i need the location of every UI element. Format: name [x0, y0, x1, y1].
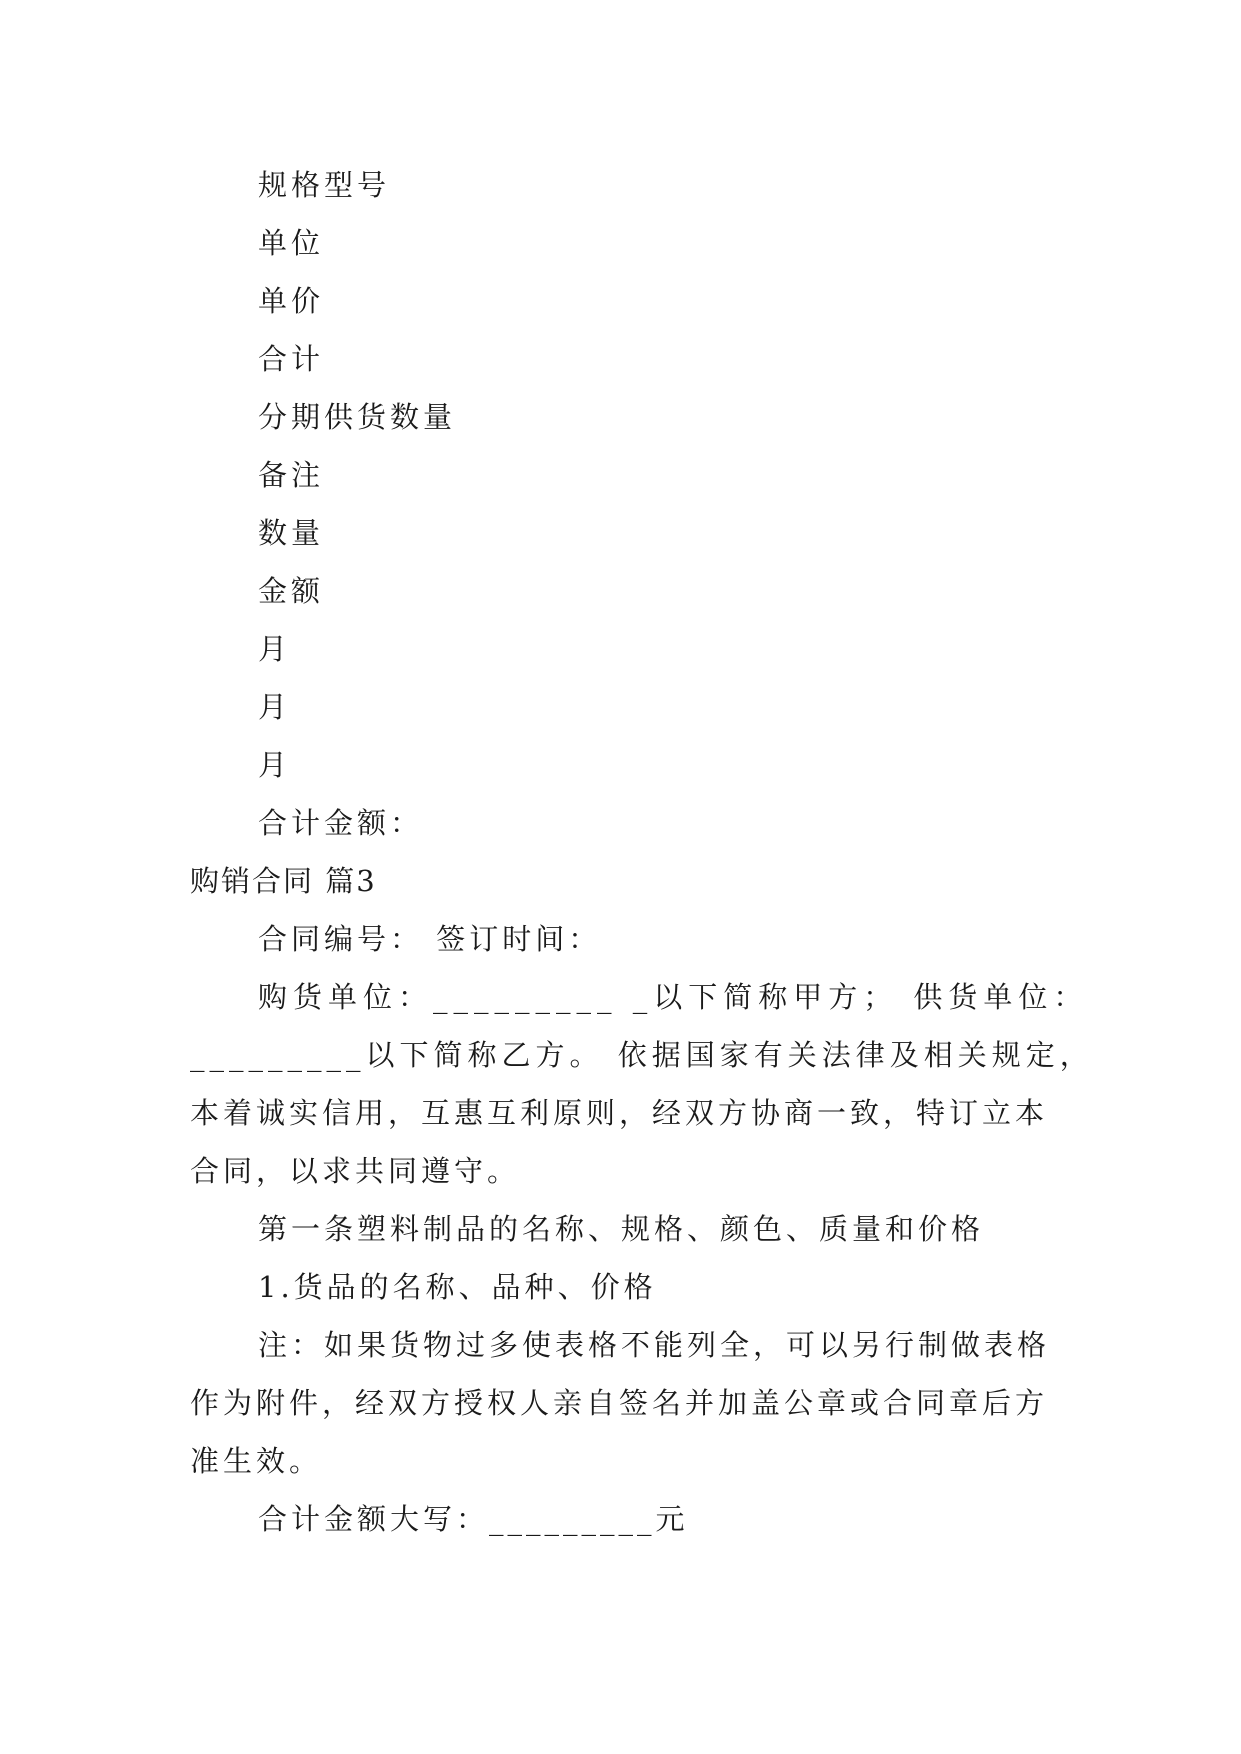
- parties-line-2: _________以下简称乙方。 依据国家有关法律及相关规定，: [190, 1038, 1094, 1072]
- parties-line-4: 合同，以求共同遵守。: [190, 1154, 521, 1188]
- table-item-remarks: 备注: [258, 458, 325, 492]
- table-item-subtotal: 合计: [258, 342, 325, 376]
- parties-line-3: 本着诚实信用，互惠互利原则，经双方协商一致，特订立本: [190, 1096, 1049, 1130]
- table-item-amount: 金额: [258, 574, 325, 608]
- table-item-quantity: 数量: [258, 516, 325, 550]
- table-item-month: 月: [258, 748, 292, 782]
- article-1-title: 第一条塑料制品的名称、规格、颜色、质量和价格: [258, 1212, 985, 1246]
- table-item-month: 月: [258, 690, 292, 724]
- note-line-2: 作为附件，经双方授权人亲自签名并加盖公章或合同章后方: [190, 1386, 1049, 1420]
- section-title: 购销合同 篇3: [190, 864, 377, 898]
- table-item-spec: 规格型号: [258, 168, 391, 202]
- note-line-1: 注：如果货物过多使表格不能列全，可以另行制做表格: [258, 1328, 1051, 1362]
- note-line-3: 准生效。: [190, 1444, 323, 1478]
- table-item-total-amount: 合计金额：: [258, 806, 424, 840]
- table-item-unit: 单位: [258, 226, 325, 260]
- total-amount-uppercase: 合计金额大写：_________元: [258, 1502, 689, 1536]
- table-item-month: 月: [258, 632, 292, 666]
- table-item-installment-qty: 分期供货数量: [258, 400, 457, 434]
- item-1-title: 1.货品的名称、品种、价格: [258, 1270, 657, 1304]
- table-item-unit-price: 单价: [258, 284, 325, 318]
- parties-line-1: 购货单位：_________ _以下简称甲方； 供货单位：: [258, 980, 1089, 1014]
- contract-no-and-date: 合同编号： 签订时间：: [258, 922, 602, 956]
